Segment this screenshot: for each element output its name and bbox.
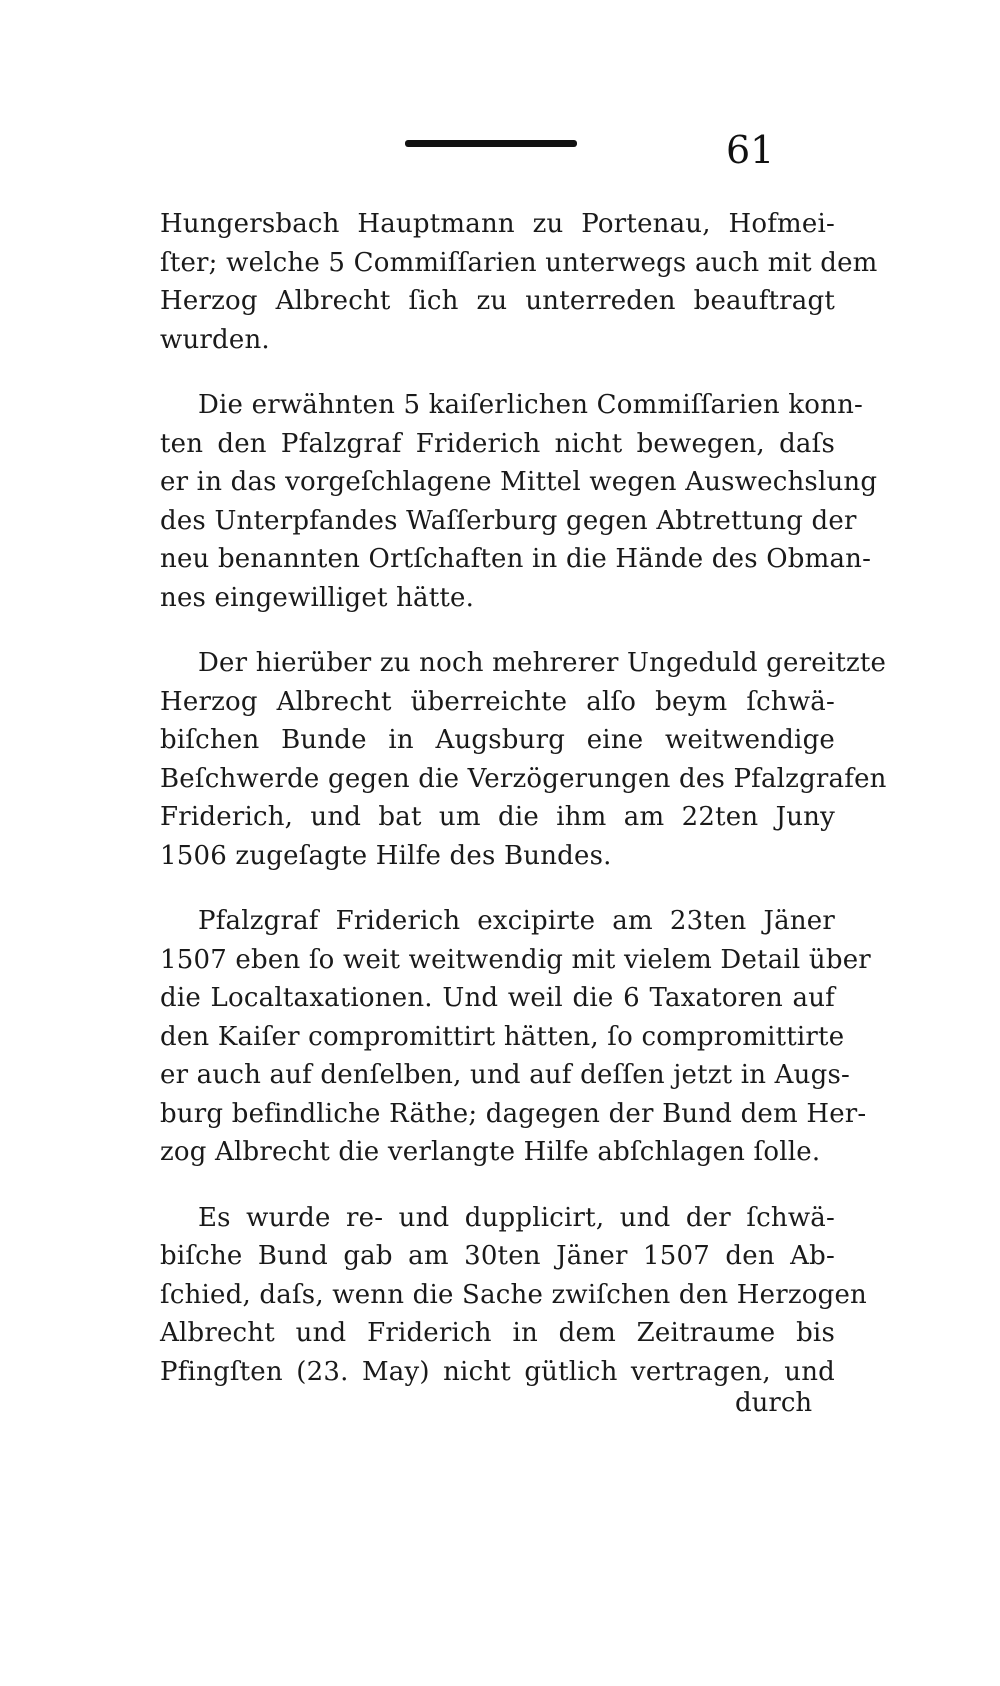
paragraph xyxy=(160,205,878,359)
text-line: den Kaiſer compromittirt hätten, ſo compromittirte xyxy=(160,1021,845,1052)
text-line: Herzog Albrecht ſich zu unterreden beauftragt xyxy=(160,286,835,316)
text-line: 1506 zugeſagte Hilfe des Bundes. xyxy=(160,840,612,871)
text-line: Der hierüber zu noch mehrerer Ungeduld gereitzte xyxy=(198,648,887,678)
text-line: burg befindliche Räthe; dagegen der Bund dem Her- xyxy=(160,1098,867,1129)
text-line: Albrecht und Friderich in dem Zeitraume bis xyxy=(160,1318,835,1348)
text-line: Herzog Albrecht überreichte alſo beym ſchwä- xyxy=(160,686,835,717)
text-line: Pfingſten (23. May) nicht gütlich vertragen, und xyxy=(160,1356,835,1387)
text-line: Friderich, und bat um die ihm am 22ten Juny xyxy=(160,802,835,832)
text-line: Beſchwerde gegen die Verzögerungen des Pfalzgrafen xyxy=(160,763,887,794)
paragraph xyxy=(160,1199,867,1392)
catchword: durch xyxy=(735,1388,813,1418)
text-line: ſter; welche 5 Commiſſarien unterwegs auch mit dem xyxy=(160,247,878,278)
text-line: Es wurde re- und dupplicirt, und der ſchwä- xyxy=(198,1202,835,1233)
header-rule xyxy=(405,140,577,147)
text-line: wurden. xyxy=(160,324,270,355)
text-line: er auch auf denſelben, und auf deſſen jetzt in Augs- xyxy=(160,1060,850,1090)
text-line: ſchied, daſs, wenn die Sache zwiſchen den Herzogen xyxy=(160,1279,867,1310)
paragraph xyxy=(160,644,887,875)
text-line: Hungersbach Hauptmann zu Portenau, Hofmei- xyxy=(160,209,835,239)
page-number: 61 xyxy=(726,128,775,172)
text-line: neu benannten Ortſchaften in die Hände des Obman- xyxy=(160,544,872,574)
text-line: nes eingewilliget hätte. xyxy=(160,582,475,613)
paragraph xyxy=(160,386,878,617)
text-line: die Localtaxationen. Und weil die 6 Taxatoren auf xyxy=(160,983,835,1013)
text-line: biſche Bund gab am 30ten Jäner 1507 den Ab- xyxy=(160,1241,835,1271)
text-line: ten den Pfalzgraf Friderich nicht bewegen, daſs xyxy=(160,428,835,459)
text-line: biſchen Bunde in Augsburg eine weitwendige xyxy=(160,725,835,755)
text-line: er in das vorgeſchlagene Mittel wegen Auswechslung xyxy=(160,467,878,497)
text-line: des Unterpfandes Waſſerburg gegen Abtrettung der xyxy=(160,505,857,536)
text-line: Pfalzgraf Friderich excipirte am 23ten Jäner xyxy=(198,906,835,936)
text-line: 1507 eben ſo weit weitwendig mit vielem Detail über xyxy=(160,944,871,975)
paragraph xyxy=(160,902,871,1172)
body-text xyxy=(160,205,887,1391)
text-line: Die erwähnten 5 kaiſerlichen Commiſſarien konn- xyxy=(198,390,864,420)
text-line: zog Albrecht die verlangte Hilfe abſchlagen ſolle. xyxy=(160,1137,821,1167)
